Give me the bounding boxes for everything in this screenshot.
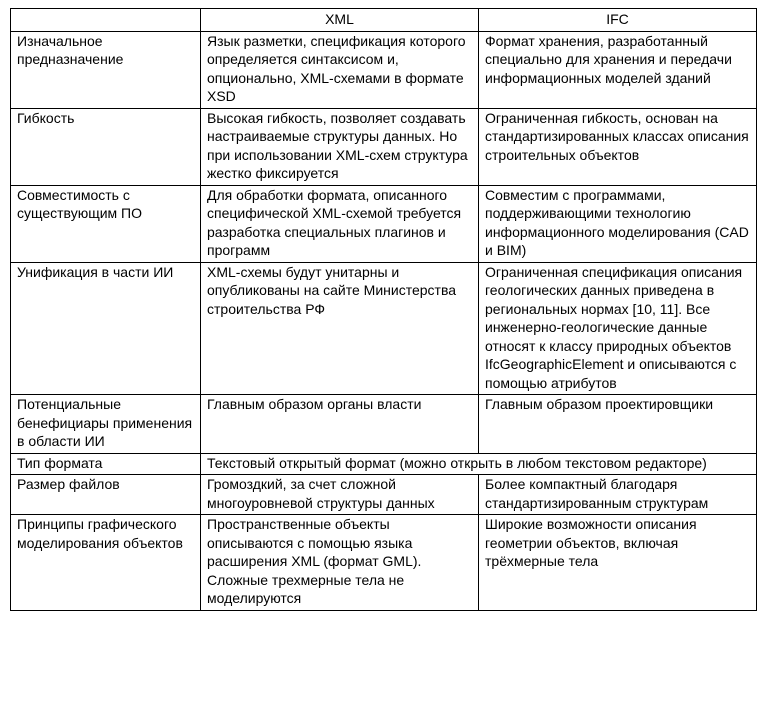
table-row-beneficiaries <box>11 395 757 454</box>
header-cell-ifc: IFC <box>479 9 757 32</box>
table-row-file-size <box>11 475 757 515</box>
ifc-cell: Ограниченная спецификация описания геологических данных приведена в региональных нормах [10, 11]. Все инженерно-геологические данные относят к классу природных объектов IfcGeographicElement и описываются с помощью атрибутов <box>479 262 757 395</box>
row-label: Гибкость <box>11 108 201 185</box>
table-row-initial-purpose <box>11 31 757 108</box>
xml-cell: Для обработки формата, описанного специфической XML-схемой требуется разработка специальных плагинов и программ <box>201 185 479 262</box>
ifc-cell: Ограниченная гибкость, основан на стандартизированных классах описания строительных объектов <box>479 108 757 185</box>
header-cell-empty <box>11 9 201 32</box>
table-row-flexibility <box>11 108 757 185</box>
table-row-unification <box>11 262 757 395</box>
ifc-cell: Широкие возможности описания геометрии объектов, включая трёхмерные тела <box>479 515 757 611</box>
row-label: Изначальное предназначение <box>11 31 201 108</box>
ifc-cell: Формат хранения, разработанный специально для хранения и передачи информационных моделей зданий <box>479 31 757 108</box>
table-header-row <box>11 9 757 32</box>
row-label: Унификация в части ИИ <box>11 262 201 395</box>
xml-cell: Высокая гибкость, позволяет создавать настраиваемые структуры данных. Но при использовании XML-схем структура жестко фиксируется <box>201 108 479 185</box>
row-label: Потенциальные бенефициары применения в области ИИ <box>11 395 201 454</box>
row-label: Совместимость с существующим ПО <box>11 185 201 262</box>
xml-cell: Язык разметки, спецификация которого определяется синтаксисом и, опционально, XML-схемами в формате XSD <box>201 31 479 108</box>
row-label: Размер файлов <box>11 475 201 515</box>
header-cell-xml: XML <box>201 9 479 32</box>
ifc-cell: Главным образом проектировщики <box>479 395 757 454</box>
xml-cell: Главным образом органы власти <box>201 395 479 454</box>
xml-cell: XML-схемы будут унитарны и опубликованы на сайте Министерства строительства РФ <box>201 262 479 395</box>
row-label: Тип формата <box>11 453 201 475</box>
xml-cell: Пространственные объекты описываются с помощью языка расширения XML (формат GML). Сложные трехмерные тела не моделируются <box>201 515 479 611</box>
table-row-graphic-modeling <box>11 515 757 611</box>
ifc-cell: Более компактный благодаря стандартизированным структурам <box>479 475 757 515</box>
row-label: Принципы графического моделирования объектов <box>11 515 201 611</box>
merged-cell: Текстовый открытый формат (можно открыть в любом текстовом редакторе) <box>201 453 757 475</box>
table-row-software-compatibility <box>11 185 757 262</box>
table-row-format-type <box>11 453 757 475</box>
xml-ifc-comparison-table <box>10 8 757 611</box>
xml-cell: Громоздкий, за счет сложной многоуровневой структуры данных <box>201 475 479 515</box>
ifc-cell: Совместим с программами, поддерживающими технологию информационного моделирования (CAD и BIM) <box>479 185 757 262</box>
